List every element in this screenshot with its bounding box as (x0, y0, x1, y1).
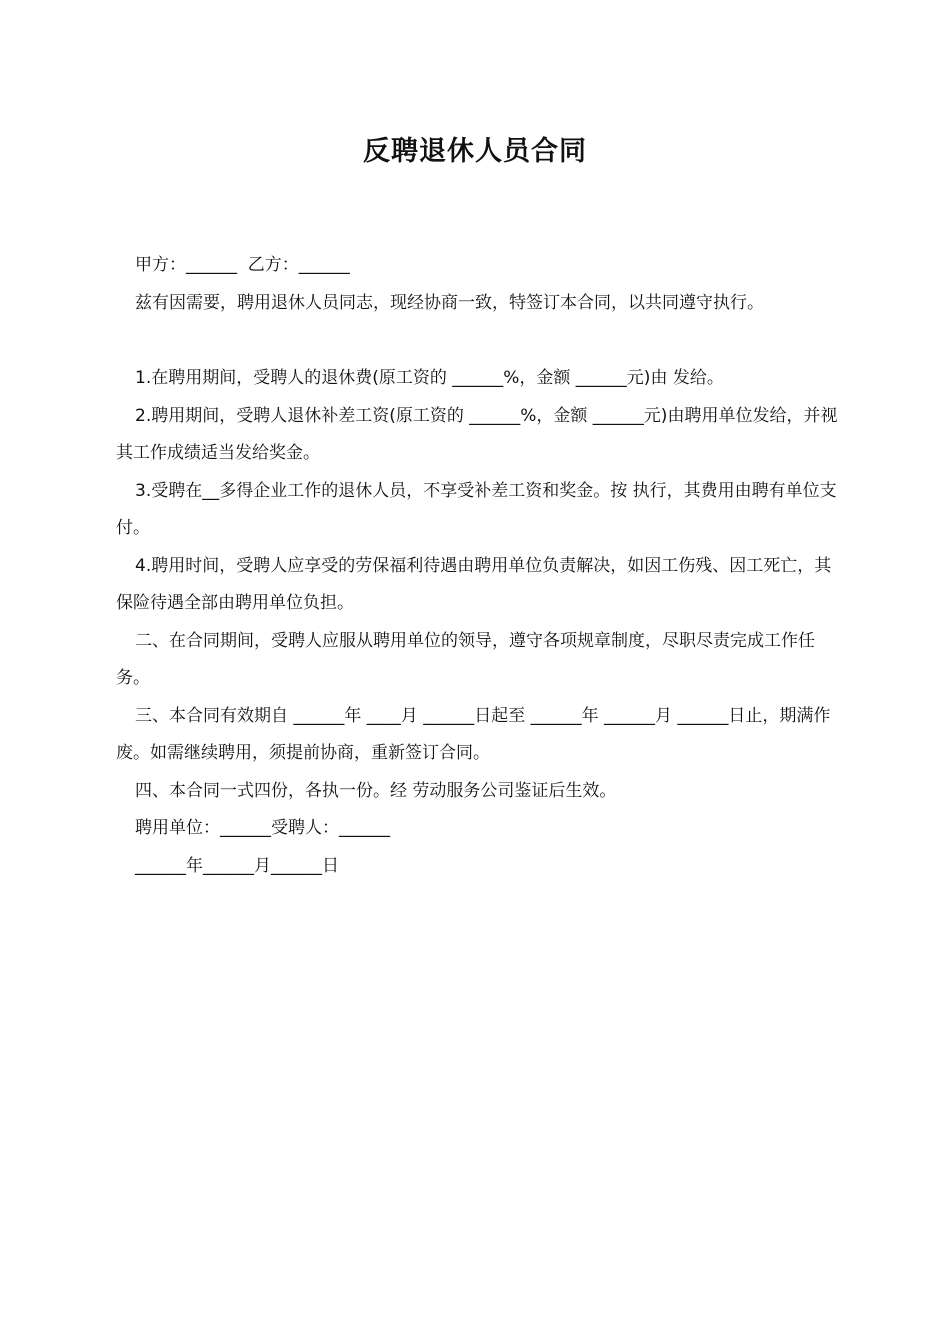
section-3: 三、本合同有效期自 ______年 ____月 ______日起至 ______年 ______月 ______日止，期满作废。如需继续聘用，须提前协商，重新签订合同。 (116, 705, 831, 763)
parties-line: 甲方：______ 乙方：______ (135, 255, 350, 275)
clause-3: 3.受聘在__多得企业工作的退休人员，不享受补差工资和奖金。按 执行，其费用由聘有单位支付。 (116, 480, 837, 538)
document-body (116, 247, 846, 885)
signature-line: 聘用单位：______受聘人：______ (135, 818, 390, 838)
clause-2: 2.聘用期间，受聘人退休补差工资(原工资的 ______%，金额 ______元)由聘用单位发给，并视其工作成绩适当发给奖金。 (116, 405, 838, 463)
date-line: ______年______月______日 (135, 855, 339, 876)
clause-1: 1.在聘用期间，受聘人的退休费(原工资的 ______%，金额 ______元)由 发给。 (135, 368, 724, 388)
clause-4: 4.聘用时间，受聘人应享受的劳保福利待遇由聘用单位负责解决，如因工伤残、因工死亡，其保险待遇全部由聘用单位负担。 (116, 555, 832, 613)
preamble-paragraph: 兹有因需要，聘用退休人员同志，现经协商一致，特签订本合同，以共同遵守执行。 (135, 292, 764, 313)
section-4: 四、本合同一式四份，各执一份。经 劳动服务公司鉴证后生效。 (135, 780, 617, 801)
section-2: 二、在合同期间，受聘人应服从聘用单位的领导，遵守各项规章制度，尽职尽责完成工作任务。 (116, 630, 815, 688)
document-title: 反聘退休人员合同 (363, 136, 587, 167)
